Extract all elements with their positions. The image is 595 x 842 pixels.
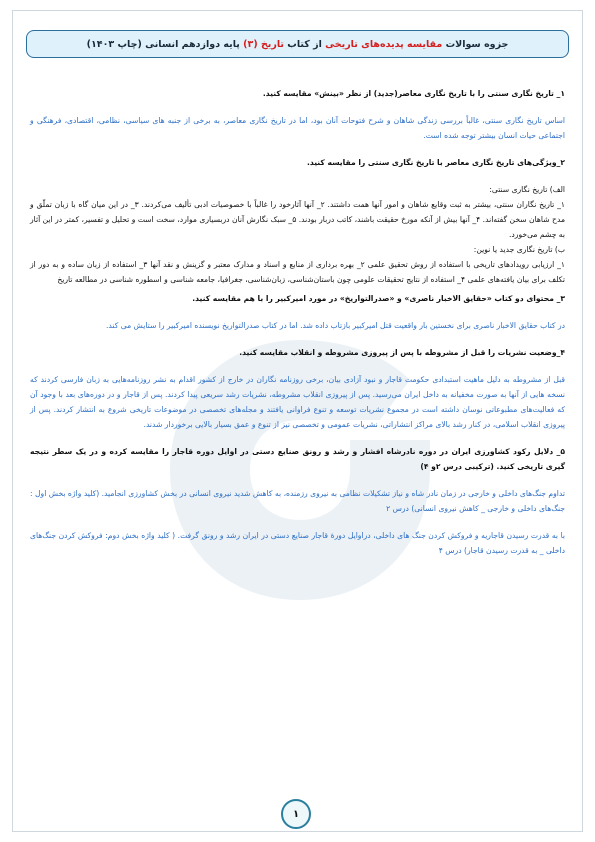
answer-2-heading-a: الف) تاریخ نگاری سنتی: bbox=[489, 185, 565, 194]
answer-2-modern-features: ۱_ ارزیابی رویدادهای تاریخی با استفاده از روش تحقیق علمی ۲_ بهره برداری از منابع و اسناد و مدارک معتبر و گزینش و نقد آنها ۳_ استفاده از زبان ساده و به دور از تکلف برای بیان یافته‌های علمی ۴_ استفاده از نتایج تحقیقات علومی چون باستان‌شناسی، زبان‌شناسی، جغرافیا، جامعه شناسی و اسطوره شناسی در مطالعه تاریخ bbox=[30, 260, 565, 284]
document-header bbox=[26, 30, 569, 58]
answer-3: در کتاب حقایق الاخبار ناصری برای نخستین بار واقعیت قتل امیرکبیر بازتاب داده شد. اما در کتاب صدرالتواریخ نویسنده امیرکبیر را ستایش می کند. bbox=[106, 321, 565, 330]
answer-5-part1: تداوم جنگ‌های داخلی و خارجی در زمان نادر شاه و نیاز تشکیلات نظامی به نیروی رزمنده، به کاهش شدید نیروی انسانی در بخش کشاورزی انجامید. (کلید واژه بخش اول : جنگ‌های داخلی و خارجی _ کاهش نیروی انسانی) درس ۲ bbox=[30, 489, 565, 513]
answer-5-part2: با به قدرت رسیدن قاجاریه و فروکش کردن جنگ های داخلی، دراوایل دورۀ قاجار صنایع دستی در ایران رشد و رونق گرفت. ( کلید واژه بخش دوم: فروکش کردن جنگ‌های داخلی _ به قدرت رسیدن قاجار) درس ۴ bbox=[30, 531, 565, 555]
answer-2-traditional-features: ۱_ تاریخ نگاران سنتی، بیشتر به ثبت وقایع شاهان و امور آنها همت داشتند. ۲_ آنها آثارخود را غالباً با خصوصیات ادبی تألیف می‌کردند. ۳_ در این میان گاه با زبان تملّق و مدح شاهان سخن گفته‌اند. ۴_ آنها بیش از آنکه مورخ حقیقت باشند، کاتب دربار بودند. ۵_ سبک نگارش آنان در‌بسیاری موارد، سخت است و تحلیل و تفسیر، کمتر در این آثار به چشم می‌خورد. bbox=[30, 200, 566, 239]
question-4: ۴_وضعیت نشریات را قبل از مشروطه با پس از پیروزی مشروطه و انقلاب مقایسه کنید. bbox=[239, 348, 565, 357]
answer-1: اساس تاریخ نگاری سنتی، غالباً بررسی زندگی شاهان و شرح فتوحات آنان بود، اما در تاریخ نگاری معاصر، به برخی از جنبه های سیاسی، نظامی، اقتصادی، فرهنگی و اجتماعی حیات انسان بیشتر توجه شده است. bbox=[30, 116, 565, 140]
header-title-part2: از کتاب bbox=[287, 38, 322, 50]
question-5: ۵_ دلایل رکود کشاورزی ایران در دوره نادرشاه افشار و رشد و رونق صنایع دستی در اوایل دوره قاجار را مقایسه کرده و در یک سطر نتیجه گیری تاریخی کنید. (ترکیبی درس ۲و ۴) bbox=[30, 447, 565, 471]
question-3: ۳_ محتوای دو کتاب «حقایق الاخبار ناصری» و «صدرالتواریخ» در مورد امیرکبیر را با هم مقایسه کنید. bbox=[192, 294, 565, 303]
answer-2-heading-b: ب) تاریخ نگاری جدید یا نوین: bbox=[473, 245, 565, 254]
document-body bbox=[30, 86, 565, 570]
header-title-highlight2: تاریخ (۳) bbox=[243, 38, 284, 50]
answer-2 bbox=[30, 182, 565, 287]
header-title-part1: جزوه سوالات bbox=[445, 38, 509, 50]
question-2: ۲_ویژگی‌های تاریخ نگاری معاصر با تاریخ نگاری سنتی را مقایسه کنید. bbox=[306, 158, 565, 167]
page-number: ۱ bbox=[281, 799, 311, 829]
question-1: ۱_ تاریخ نگاری سنتی را با تاریخ نگاری معاصر(جدید) از نظر «بینش» مقایسه کنید. bbox=[262, 89, 565, 98]
header-title-part3: پایه دوازدهم انسانی (چاپ ۱۴۰۳) bbox=[86, 38, 240, 50]
answer-4: قبل از مشروطه به دلیل ماهیت استبدادی حکومت قاجار و نبود آزادی بیان، برخی روزنامه نگاران در خارج از کشور اقدام به نشر روزنامه‌هایی به زبان فارسی کردند که نسخه هایی از آنها به صورت مخفیانه به داخل ایران می‌رسید. پس از پیروزی انقلاب مشروطه، نشریات رشد سریعی پیدا کردند. پس از قاجار و در دوره‌های بعد با وجود آن که فعالیت‌های مطبوعاتی نوسان داشته است در مجموع نشریات توسعه و تنوع فراوانی یافتند و مجله‌های تخصصی در موضوعات تاریخی شروع به انتشار کردند. پس از پیروزی انقلاب اسلامی، در کنار رشد بالای مراکز انتشاراتی، نشریات عمومی و تخصصی نیز از تنوع و عمق بسیار بالایی برخوردار شدند. bbox=[30, 375, 565, 429]
header-title-highlight1: مقایسه پدیده‌های تاریخی bbox=[325, 38, 443, 50]
